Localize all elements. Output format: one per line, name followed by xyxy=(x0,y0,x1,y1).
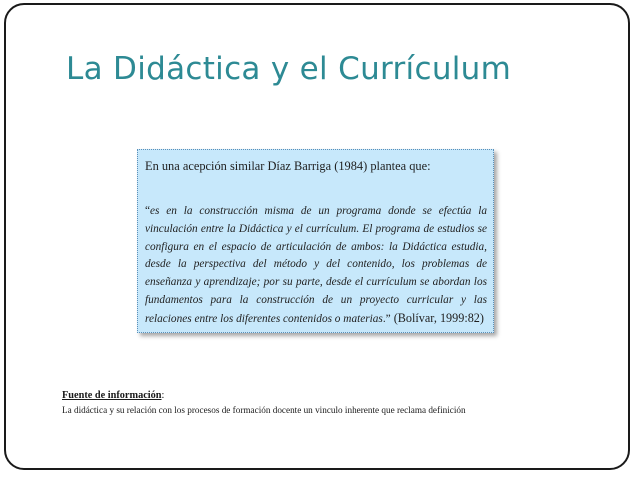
source-label: Fuente de información xyxy=(62,390,162,401)
source-heading xyxy=(62,389,164,402)
slide-title: La Didáctica y el Currículum xyxy=(66,51,512,87)
quote-box xyxy=(137,149,494,333)
source-text: La didáctica y su relación con los procesos de formación docente un vinculo inherente que reclama definición xyxy=(62,405,466,415)
open-quote-mark: “ xyxy=(145,205,151,217)
quote-citation: (Bolívar, 1999:82) xyxy=(390,310,484,325)
quote-text xyxy=(145,203,487,329)
source-colon: : xyxy=(161,390,165,401)
quote-body: es en la construcción misma de un programa donde se efectúa la vinculación entre la Didáctica y el currículum. El programa de estudios se configura en el espacio de articulación de ambos: la Didáctica estudia, desde la perspectiva del método y del contenido, los problemas de enseñanza y aprendizaje; por su parte, desde el currículum se abordan los fundamentos para la construcción de un proyecto curricular y las relaciones entre los diferentes contenidos o materias xyxy=(145,205,487,325)
quote-intro: En una acepción similar Díaz Barriga (1984) plantea que: xyxy=(145,159,431,173)
close-quote-mark: .” xyxy=(382,312,391,325)
